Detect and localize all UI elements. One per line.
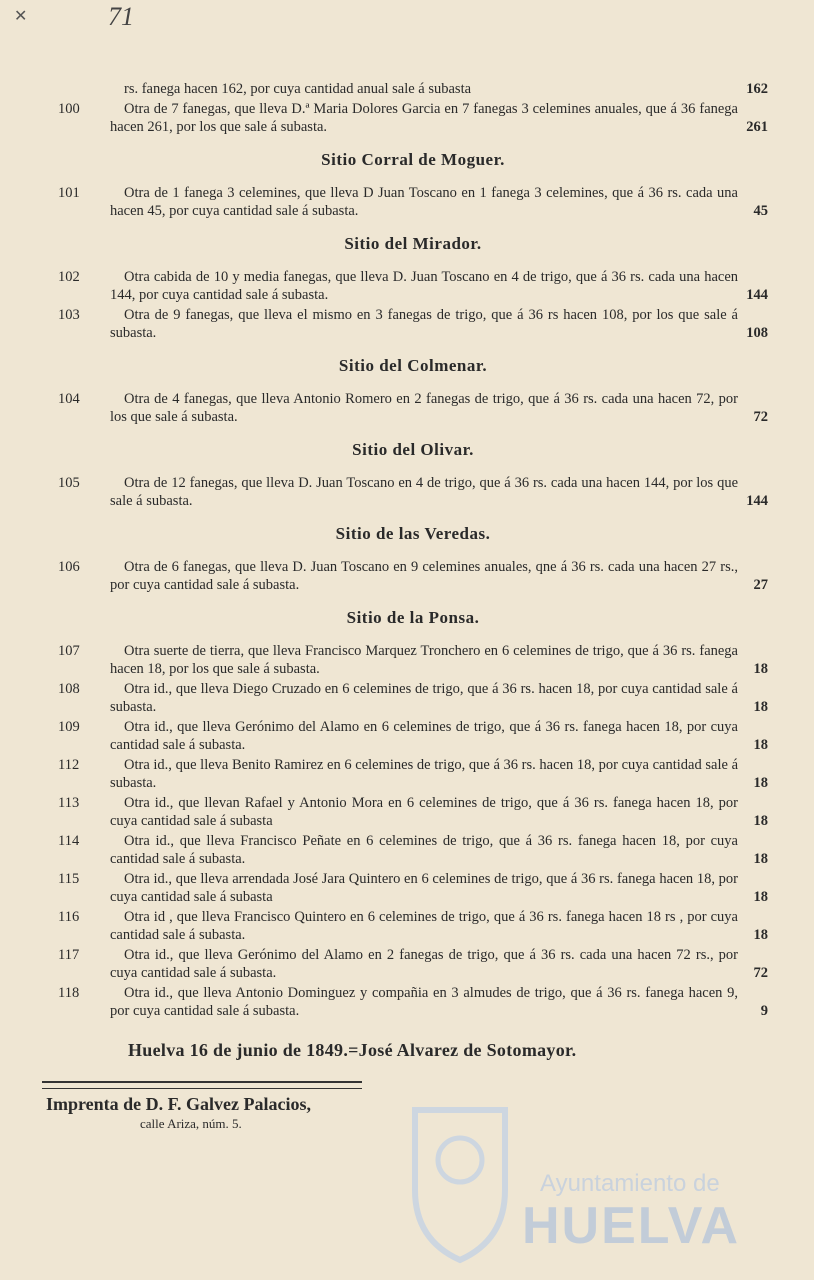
lot-description: rs. fanega hacen 162, por cuya cantidad anual sale á subasta bbox=[124, 81, 472, 97]
lot-entry bbox=[58, 870, 768, 906]
lot-description: Otra de 4 fanegas, que lleva Antonio Romero en 2 fanegas de trigo, que á 36 rs. cada una hacen 72, por los que sale á subasta. bbox=[110, 391, 738, 425]
lot-amount: 45 bbox=[753, 203, 768, 219]
lot-number: 104 bbox=[58, 391, 80, 407]
lot-amount: 27 bbox=[753, 577, 768, 593]
lot-entry bbox=[58, 680, 768, 716]
lot-entry bbox=[58, 558, 768, 594]
lot-entry bbox=[58, 756, 768, 792]
lot-number: 117 bbox=[58, 947, 80, 963]
lot-number: 101 bbox=[58, 185, 80, 201]
lot-description: Otra de 1 fanega 3 celemines, que lleva D Juan Toscano en 1 fanega 3 celemines, que á 36 rs. cada una hacen 45, por cuya cantidad sale á subasta. bbox=[110, 185, 738, 219]
lot-amount: 18 bbox=[753, 927, 768, 943]
lot-number bbox=[58, 80, 110, 98]
lot-number: 112 bbox=[58, 757, 80, 773]
lot-amount: 72 bbox=[753, 965, 768, 981]
lot-number: 113 bbox=[58, 795, 80, 811]
lot-entry bbox=[58, 474, 768, 510]
lot-description: Otra cabida de 10 y media fanegas, que lleva D. Juan Toscano en 4 de trigo, que á 36 rs. cada una hacen 144, por cuya cantidad sale á subasta. bbox=[110, 269, 738, 303]
lot-amount: 18 bbox=[753, 699, 768, 715]
lot-description: Otra id., que lleva arrendada José Jara Quintero en 6 celemines de trigo, que á 36 rs. fanega hacen 18, por cuya cantidad sale á subasta bbox=[110, 871, 738, 905]
lot-amount: 144 bbox=[746, 287, 768, 303]
lot-description: Otra de 9 fanegas, que lleva el mismo en 3 fanegas de trigo, que á 36 rs hacen 108, por los que sale á subasta. bbox=[110, 307, 738, 341]
lot-entry bbox=[58, 184, 768, 220]
lot-description: Otra id., que lleva Francisco Peñate en 6 celemines de trigo, que á 36 rs. fanega hacen 18, por cuya cantidad sale á subasta. bbox=[110, 833, 738, 867]
section-heading: Sitio del Mirador. bbox=[344, 234, 482, 253]
lot-amount: 144 bbox=[746, 493, 768, 509]
section-heading: Sitio del Colmenar. bbox=[338, 356, 488, 375]
watermark-line2: HUELVA bbox=[522, 1197, 741, 1255]
lot-entry bbox=[58, 832, 768, 868]
corner-mark: ✕ bbox=[14, 8, 28, 25]
lot-entry bbox=[58, 306, 768, 342]
lot-number: 115 bbox=[58, 871, 80, 887]
lot-number: 109 bbox=[58, 719, 80, 735]
document-body bbox=[58, 80, 768, 1022]
lot-number: 105 bbox=[58, 475, 80, 491]
lot-description: Otra id., que lleva Diego Cruzado en 6 celemines de trigo, que á 36 rs. hacen 18, por cuya cantidad sale á subasta. bbox=[110, 681, 738, 715]
lot-entry bbox=[58, 390, 768, 426]
lot-entry bbox=[58, 268, 768, 304]
signature-line: Huelva 16 de junio de 1849.=José Alvarez de Sotomayor. bbox=[128, 1040, 577, 1060]
section-heading: Sitio de la Ponsa. bbox=[346, 608, 480, 627]
lot-description: Otra id., que llevan Rafael y Antonio Mora en 6 celemines de trigo, que á 36 rs. fanega hacen 18, por cuya cantidad sale á subasta bbox=[110, 795, 738, 829]
printer-name: Imprenta de D. F. Galvez Palacios, bbox=[46, 1094, 311, 1114]
lot-amount: 9 bbox=[760, 1003, 768, 1019]
lot-entry bbox=[58, 984, 768, 1020]
decorative-rule bbox=[42, 1081, 362, 1089]
lot-number: 108 bbox=[58, 681, 80, 697]
lot-description: Otra id , que lleva Francisco Quintero en 6 celemines de trigo, que á 36 rs. fanega hacen 18 rs , por cuya cantidad sale á subasta. bbox=[110, 909, 738, 943]
lot-amount: 18 bbox=[753, 889, 768, 905]
lot-amount: 18 bbox=[753, 737, 768, 753]
lot-entry bbox=[58, 794, 768, 830]
lot-number: 106 bbox=[58, 559, 80, 575]
lot-amount: 18 bbox=[753, 851, 768, 867]
lot-entry bbox=[58, 100, 768, 136]
handwritten-page-number: 71 bbox=[108, 2, 134, 31]
watermark-line1: Ayuntamiento de bbox=[540, 1170, 720, 1197]
lot-number: 107 bbox=[58, 643, 80, 659]
lot-description: Otra de 7 fanegas, que lleva D.ª Maria Dolores Garcia en 7 fanegas 3 celemines anuales, que á 36 fanega hacen 261, por los que sale á subasta. bbox=[110, 101, 738, 135]
lot-number: 118 bbox=[58, 985, 80, 1001]
lot-amount: 18 bbox=[753, 661, 768, 677]
lot-amount: 18 bbox=[753, 813, 768, 829]
lot-description: Otra id., que lleva Gerónimo del Alamo en 2 fanegas de trigo, que á 36 rs. cada una hacen 72 rs., por cuya cantidad sale á subasta. bbox=[110, 947, 738, 981]
lot-number: 100 bbox=[58, 101, 80, 117]
lot-amount: 261 bbox=[746, 119, 768, 135]
lot-description: Otra suerte de tierra, que lleva Francisco Marquez Tronchero en 6 celemines de trigo, que á 36 rs. fanega hacen 18, por los que sale á subasta. bbox=[110, 643, 738, 677]
lot-description: Otra de 6 fanegas, que lleva D. Juan Toscano en 9 celemines anuales, qne á 36 rs. cada una hacen 27 rs., por cuya cantidad sale á subasta. bbox=[110, 559, 738, 593]
lot-number: 103 bbox=[58, 307, 80, 323]
lot-amount: 108 bbox=[746, 325, 768, 341]
lot-entry bbox=[58, 946, 768, 982]
lot-description: Otra id., que lleva Benito Ramirez en 6 celemines de trigo, que á 36 rs. hacen 18, por cuya cantidad sale á subasta. bbox=[110, 757, 738, 791]
section-heading: Sitio Corral de Moguer. bbox=[321, 150, 505, 169]
section-heading: Sitio del Olivar. bbox=[352, 440, 474, 459]
lot-entry bbox=[58, 718, 768, 754]
lot-entry bbox=[58, 80, 768, 98]
lot-amount: 72 bbox=[753, 409, 768, 425]
lot-description: Otra id., que lleva Antonio Dominguez y compañia en 3 almudes de trigo, que á 36 rs. fanega hacen 9, por cuya cantidad sale á subasta. bbox=[110, 985, 738, 1019]
lot-number: 114 bbox=[58, 833, 80, 849]
lot-amount: 18 bbox=[753, 775, 768, 791]
lot-description: Otra de 12 fanegas, que lleva D. Juan Toscano en 4 de trigo, que á 36 rs. cada una hacen 144, por los que sale á subasta. bbox=[110, 475, 738, 509]
lot-entry bbox=[58, 642, 768, 678]
lot-amount: 162 bbox=[746, 81, 768, 97]
section-heading: Sitio de las Veredas. bbox=[335, 524, 491, 543]
lot-number: 116 bbox=[58, 909, 80, 925]
lot-description: Otra id., que lleva Gerónimo del Alamo en 6 celemines de trigo, que á 36 rs. fanega hacen 18, por cuya cantidad sale á subasta. bbox=[110, 719, 738, 753]
lot-entry bbox=[58, 908, 768, 944]
printer-address: calle Ariza, núm. 5. bbox=[140, 1116, 242, 1131]
lot-number: 102 bbox=[58, 269, 80, 285]
